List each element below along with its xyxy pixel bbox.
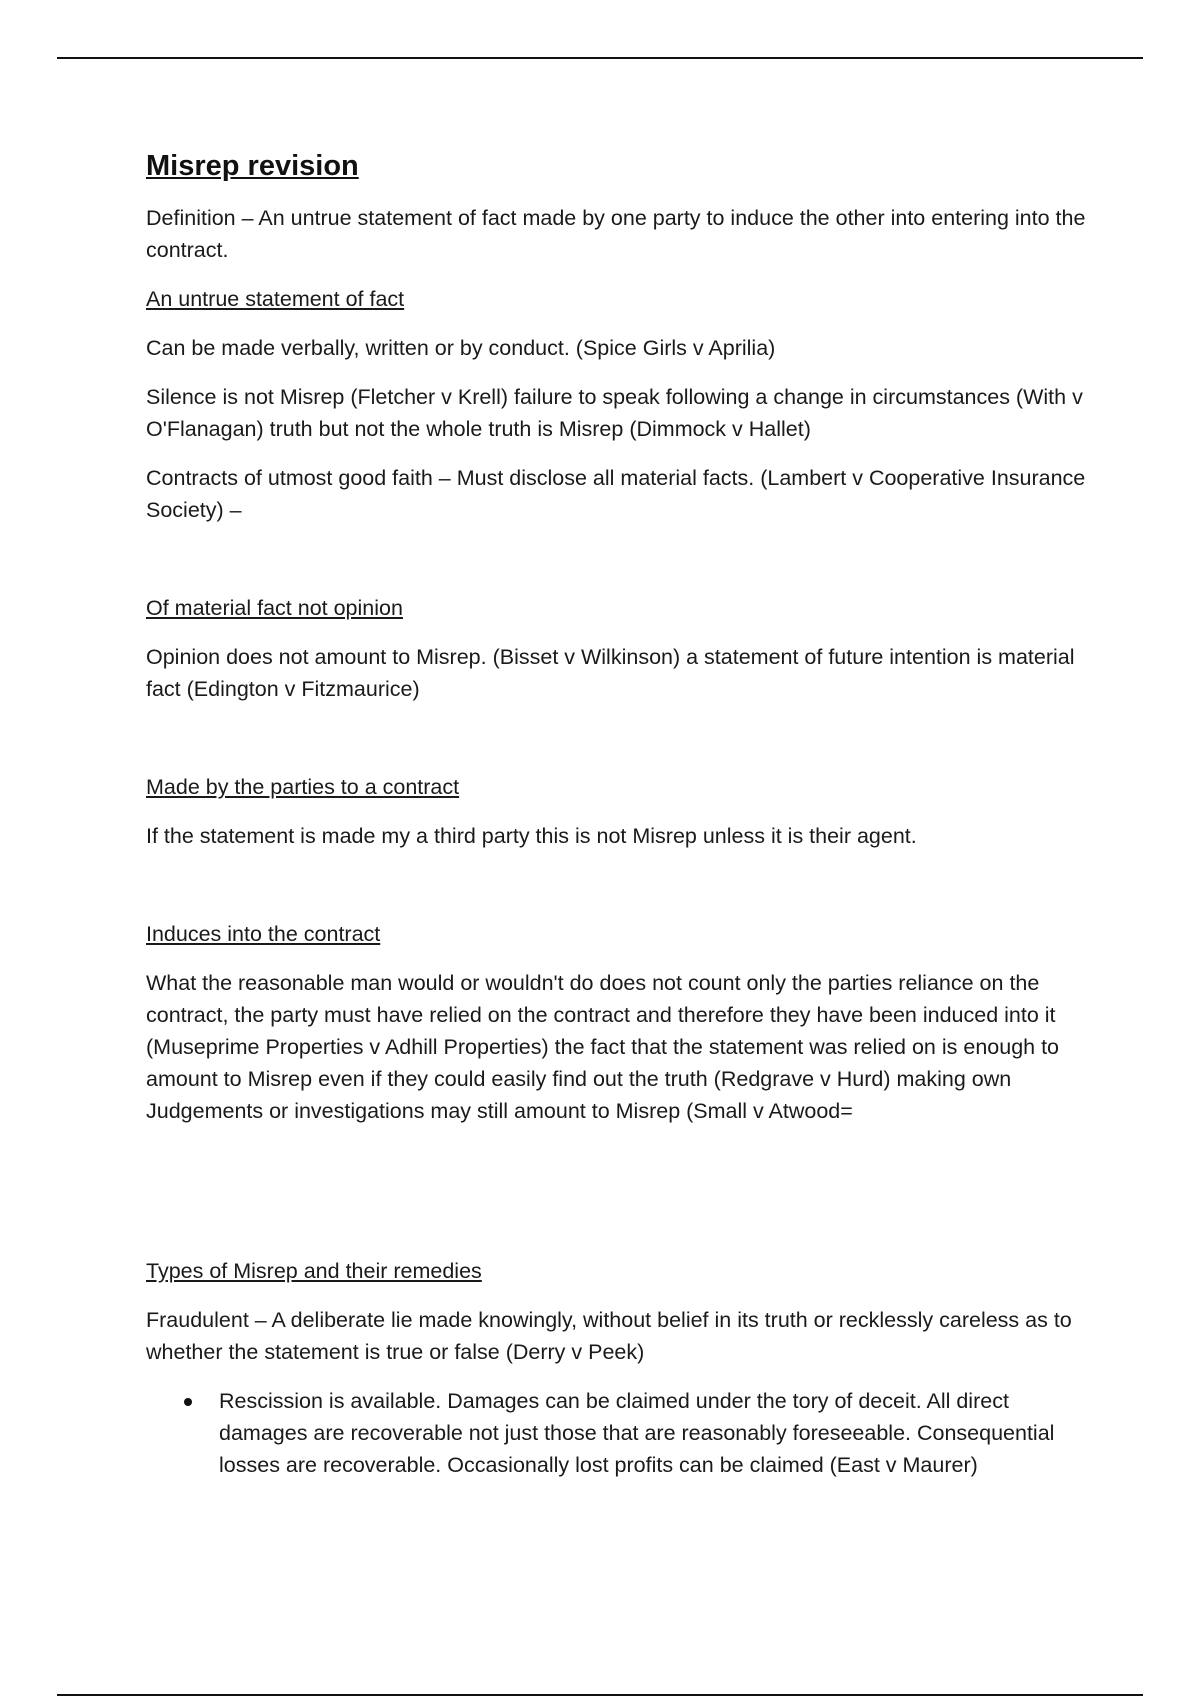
section-paragraph: What the reasonable man would or wouldn't do does not count only the parties reliance on the contract, the party must have relied on the contract and therefore they have been induced into it (Museprime Properties v Adhill Properties) the fact that the statement was relied on is enough to amount to Misrep even if they could easily find out the truth (Redgrave v Hurd) making own Judgements or investigations may still amount to Misrep (Small v Atwood= <box>146 971 1060 1123</box>
bullet-list <box>146 1385 1092 1481</box>
section-heading-material-fact: Of material fact not opinion <box>146 596 403 620</box>
footer-rule <box>57 1694 1143 1696</box>
definition-paragraph: Definition – An untrue statement of fact made by one party to induce the other into entering into the contract. <box>146 206 1086 262</box>
section-paragraph: Contracts of utmost good faith – Must disclose all material facts. (Lambert v Cooperative Insurance Society) – <box>146 466 1086 522</box>
document-title: Misrep revision <box>146 150 359 182</box>
section-paragraph: Silence is not Misrep (Fletcher v Krell) failure to speak following a change in circumstances (With v O'Flanagan) truth but not the whole truth is Misrep (Dimmock v Hallet) <box>146 385 1083 441</box>
section-heading-untrue-statement: An untrue statement of fact <box>146 287 405 311</box>
header-rule <box>57 57 1143 59</box>
section-paragraph: If the statement is made my a third party this is not Misrep unless it is their agent. <box>146 824 917 848</box>
bullet-icon <box>184 1398 192 1406</box>
bullet-list-item <box>219 1385 1092 1481</box>
spacer <box>146 543 1092 592</box>
section-paragraph: Fraudulent – A deliberate lie made knowingly, without belief in its truth or recklessly careless as to whether the statement is true or false (Derry v Peek) <box>146 1308 1072 1364</box>
spacer <box>146 722 1092 771</box>
section-heading-induces: Induces into the contract <box>146 922 381 946</box>
section-heading-types-of-misrep: Types of Misrep and their remedies <box>146 1259 482 1283</box>
section-paragraph: Opinion does not amount to Misrep. (Bisset v Wilkinson) a statement of future intention is material fact (Edington v Fitzmaurice) <box>146 645 1075 701</box>
bullet-text: Rescission is available. Damages can be claimed under the tory of deceit. All direct damages are recoverable not just those that are reasonably foreseeable. Consequential losses are recoverable. Occasionally lost profits can be claimed (East v Maurer) <box>219 1389 1055 1477</box>
spacer <box>146 869 1092 918</box>
spacer <box>146 1144 1092 1255</box>
section-paragraph: Can be made verbally, written or by conduct. (Spice Girls v Aprilia) <box>146 336 776 360</box>
section-heading-made-by-parties: Made by the parties to a contract <box>146 775 460 799</box>
document-body <box>146 146 1092 1498</box>
